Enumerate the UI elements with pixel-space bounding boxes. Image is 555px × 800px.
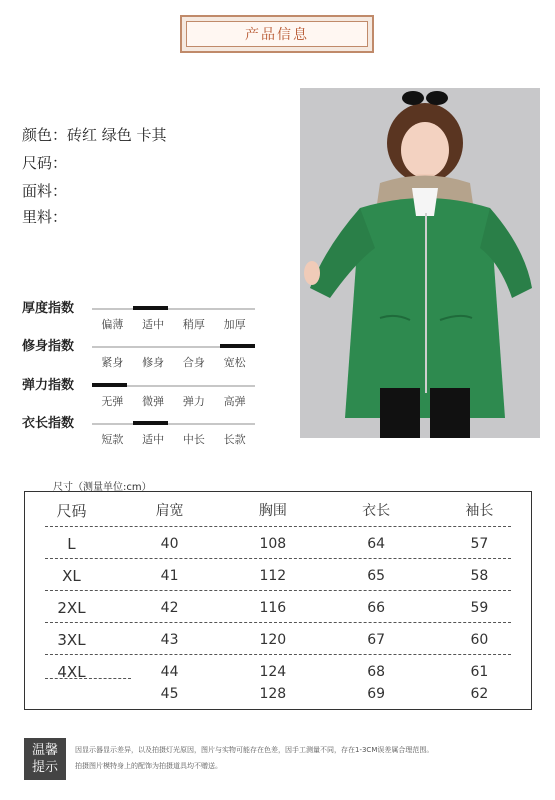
table-row [25,529,531,559]
table-cell: 67 [367,632,386,648]
table-header: 尺码 [56,502,87,520]
table-header: 袖长 [465,503,494,519]
table-cell: 62 [470,686,489,702]
tips-text: 拍摄图片模特身上的配饰为拍摄道具均不赠送。 [75,762,222,770]
table-cell: 128 [259,686,287,702]
scale-option: 长款 [223,433,246,446]
fit-scale [92,342,255,369]
elasticity-index-label: 弹力指数 [22,378,75,393]
table-cell: 44 [160,664,179,680]
row-divider [45,654,511,655]
table-cell: 66 [367,600,386,616]
table-cell: 64 [367,536,386,552]
scale-marker [220,344,255,348]
size-table-caption: 尺寸（测量单位:cm） [53,482,152,493]
table-header: 肩宽 [155,503,184,519]
table-cell: 42 [160,600,179,616]
table-row [25,593,531,623]
table-cell: 108 [259,536,287,552]
product-photo [300,88,540,438]
row-divider [45,558,511,559]
fabric-info: 面料： [22,182,68,200]
elasticity-scale [92,381,255,408]
tips-badge-line: 温馨 [31,743,58,758]
table-cell: 45 [160,686,179,702]
scale-option: 无弹 [101,395,124,408]
scale-option: 适中 [142,318,165,331]
length-scale [92,419,255,446]
scale-option: 适中 [142,433,165,446]
table-cell: 58 [470,568,489,584]
model-illustration [300,88,540,438]
row-divider [45,622,511,623]
table-cell: 4XL [57,663,86,681]
tips-badge-line: 提示 [31,760,58,775]
table-row [25,625,531,655]
table-row [25,561,531,591]
scale-option: 紧身 [101,356,124,369]
table-header-row [25,496,531,526]
thickness-index-label: 厚度指数 [22,301,75,316]
section-banner [180,15,374,53]
table-cell: 43 [160,632,179,648]
table-cell: 116 [259,600,287,616]
scale-track [92,423,255,425]
scale-track [92,308,255,310]
scale-option: 弹力 [182,395,205,408]
banner-title: 产品信息 [245,27,309,43]
table-cell: L [67,535,76,553]
banner-frame [186,21,368,47]
scale-option: 偏薄 [101,318,124,331]
scale-option: 高弹 [223,395,246,408]
tips-text: 因显示器显示差异，以及拍摄灯光原因，图片与实物可能存在色差，因手工测量不同，存在1-3CM误差属合理范围。 [75,746,434,754]
table-cell: 59 [470,600,489,616]
scale-marker [133,421,168,425]
table-cell [25,679,118,709]
scale-option: 中长 [182,433,205,446]
table-header: 衣长 [362,503,391,519]
scale-option: 加厚 [223,318,246,331]
scale-option: 微弹 [142,395,165,408]
row-divider [45,526,511,527]
table-cell: 120 [259,632,287,648]
scale-option: 宽松 [223,356,246,369]
fit-index-label: 修身指数 [22,339,75,354]
size-table [24,491,532,710]
table-cell: 68 [367,664,386,680]
table-header: 胸围 [258,503,287,519]
scale-option: 稍厚 [182,318,205,331]
table-cell: 65 [367,568,386,584]
lining-info: 里料： [22,208,68,226]
table-cell: XL [62,567,81,585]
scale-option: 合身 [182,356,205,369]
color-info: 颜色：砖红 绿色 卡其 [22,126,167,144]
scale-option: 修身 [142,356,165,369]
table-row [25,679,531,709]
tips-badge [24,738,66,780]
scale-marker [92,383,127,387]
table-cell: 61 [470,664,489,680]
table-cell: 60 [470,632,489,648]
scale-option: 短款 [101,433,124,446]
table-cell: 3XL [57,631,86,649]
table-cell: 41 [160,568,179,584]
table-cell: 2XL [57,599,86,617]
scale-marker [133,306,168,310]
size-info: 尺码： [22,154,68,172]
table-cell: 69 [367,686,386,702]
row-divider [45,590,511,591]
table-cell: 57 [470,536,489,552]
thickness-scale [92,304,255,331]
table-cell: 40 [160,536,179,552]
length-index-label: 衣长指数 [22,416,75,431]
table-cell: 112 [259,568,287,584]
table-cell: 124 [259,664,287,680]
